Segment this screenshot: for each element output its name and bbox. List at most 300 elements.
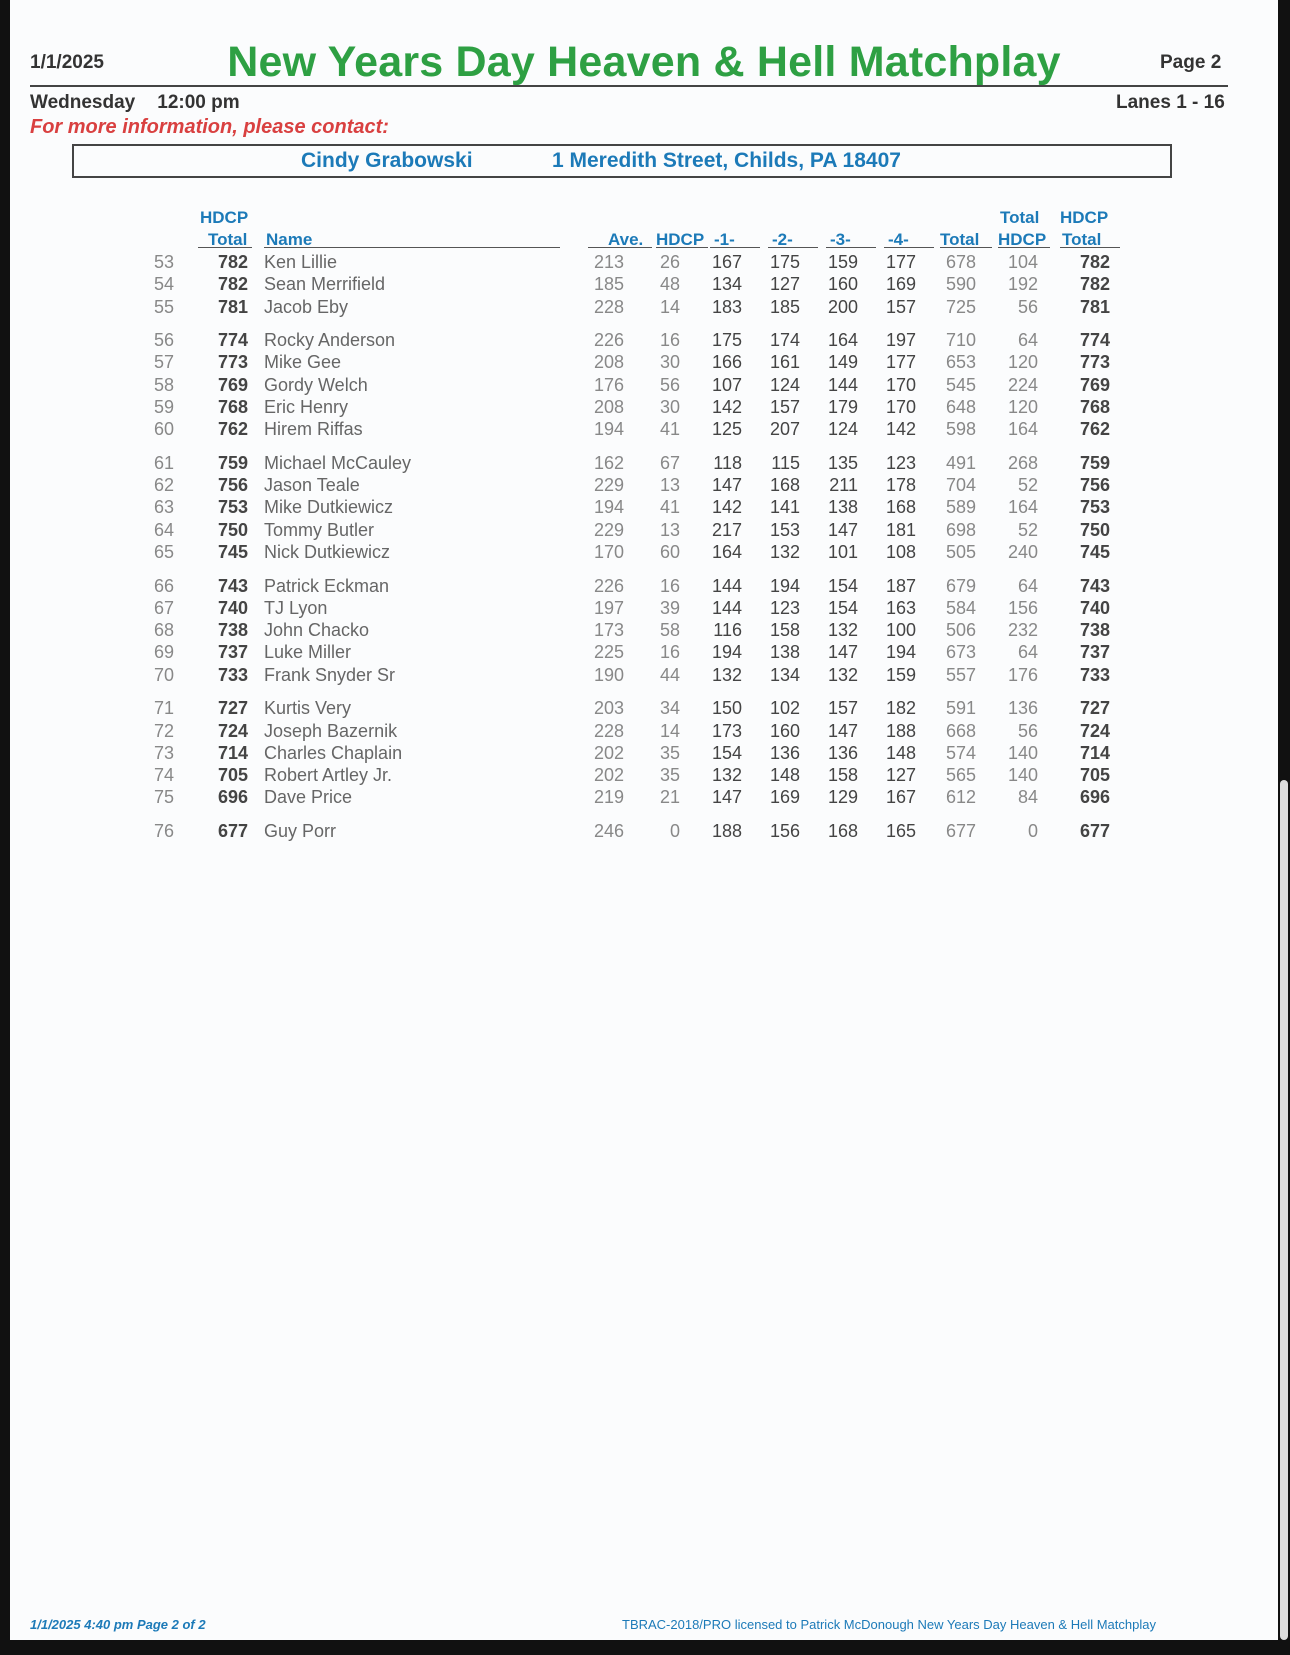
hdcp-total-cell: 750 (217, 519, 248, 540)
rank-cell: 59 (153, 397, 174, 417)
average-cell: 202 (593, 742, 624, 763)
game-3-cell: 157 (827, 698, 858, 719)
bowler-name-cell: Frank Snyder Sr (264, 664, 396, 685)
game-1-cell: 134 (711, 274, 742, 295)
handicap-total-cell: 724 (1079, 720, 1110, 741)
rank-cell: 60 (153, 419, 174, 440)
scratch-total-cell: 678 (945, 252, 976, 272)
table-row (10, 743, 1278, 765)
rank-cell: 70 (153, 664, 174, 685)
col-game-3: -3- (830, 230, 851, 249)
hdcp-total-cell: 696 (217, 787, 248, 808)
bowler-name-cell: Hirem Riffas (264, 419, 363, 440)
game-4-cell: 182 (885, 698, 916, 719)
hdcp-total-cell: 782 (217, 274, 248, 295)
average-cell: 208 (593, 397, 624, 417)
rank-cell: 65 (153, 542, 174, 562)
handicap-cell: 30 (659, 397, 680, 417)
col-hdcp-total2-bottom: Total (1062, 230, 1102, 249)
handicap-cell: 30 (659, 352, 680, 373)
game-3-cell: 159 (827, 252, 858, 272)
handicap-total-cell: 733 (1079, 664, 1110, 685)
game-3-cell: 132 (827, 620, 858, 641)
scratch-total-cell: 668 (945, 720, 976, 741)
game-4-cell: 170 (885, 397, 916, 417)
hdcp-total-cell: 759 (217, 452, 248, 473)
average-cell: 225 (593, 642, 624, 663)
table-row (10, 620, 1278, 642)
col-underline (1060, 247, 1120, 248)
scratch-total-cell: 591 (945, 698, 976, 719)
average-cell: 194 (593, 497, 624, 518)
table-row (10, 520, 1278, 542)
game-3-cell: 147 (827, 642, 858, 663)
game-2-cell: 157 (769, 397, 800, 417)
handicap-cell: 58 (659, 620, 680, 641)
col-underline (826, 247, 876, 248)
game-1-cell: 150 (711, 698, 742, 719)
rank-cell: 66 (153, 575, 174, 596)
game-4-cell: 163 (885, 597, 916, 618)
handicap-total-cell: 738 (1079, 620, 1110, 641)
table-row (10, 721, 1278, 743)
bowler-name-cell: Patrick Eckman (264, 575, 390, 596)
game-2-cell: 175 (769, 252, 800, 272)
handicap-total-cell: 677 (1079, 820, 1110, 841)
col-hdcp: HDCP (656, 230, 705, 249)
game-1-cell: 217 (711, 519, 742, 540)
game-2-cell: 169 (769, 787, 800, 808)
game-3-cell: 179 (827, 397, 858, 417)
total-handicap-cell: 120 (1007, 352, 1038, 373)
game-2-cell: 158 (769, 620, 800, 641)
game-4-cell: 167 (885, 787, 916, 808)
game-1-cell: 144 (711, 597, 742, 618)
table-row (10, 252, 1278, 274)
average-cell: 185 (593, 274, 624, 295)
total-handicap-cell: 268 (1007, 452, 1038, 473)
hdcp-total-cell: 677 (217, 820, 248, 841)
total-handicap-cell: 56 (1017, 296, 1038, 317)
bowler-name-cell: Rocky Anderson (264, 330, 396, 351)
bowler-name-cell: Nick Dutkiewicz (264, 542, 391, 562)
scratch-total-cell: 648 (945, 397, 976, 417)
rank-cell: 58 (153, 374, 174, 395)
handicap-cell: 14 (659, 720, 680, 741)
scratch-total-cell: 590 (945, 274, 976, 295)
average-cell: 228 (593, 296, 624, 317)
handicap-total-cell: 714 (1079, 742, 1110, 763)
hdcp-total-cell: 737 (217, 642, 248, 663)
game-3-cell: 135 (827, 452, 858, 473)
bowler-name-cell: Kurtis Very (264, 698, 352, 719)
scratch-total-cell: 612 (945, 787, 976, 808)
handicap-total-cell: 773 (1079, 352, 1110, 373)
game-1-cell: 125 (711, 419, 742, 440)
bowler-name-cell: Sean Merrifield (264, 274, 386, 295)
game-2-cell: 123 (769, 597, 800, 618)
scrollbar-thumb[interactable] (1280, 780, 1288, 1640)
col-underline (768, 247, 818, 248)
col-underline (710, 247, 760, 248)
game-4-cell: 178 (885, 475, 916, 496)
rank-cell: 73 (153, 742, 174, 763)
total-handicap-cell: 84 (1017, 787, 1038, 808)
total-handicap-cell: 224 (1007, 374, 1038, 395)
table-row (10, 475, 1278, 497)
handicap-cell: 35 (659, 765, 680, 786)
lanes: Lanes 1 - 16 (1116, 92, 1225, 113)
game-1-cell: 167 (711, 252, 742, 272)
hdcp-total-cell: 756 (217, 475, 248, 496)
average-cell: 176 (593, 374, 624, 395)
total-handicap-cell: 64 (1017, 575, 1038, 596)
total-handicap-cell: 120 (1007, 397, 1038, 417)
game-2-cell: 115 (771, 452, 800, 473)
scratch-total-cell: 704 (945, 475, 976, 496)
total-handicap-cell: 192 (1007, 274, 1038, 295)
game-2-cell: 153 (769, 519, 800, 540)
bowler-name-cell: Mike Gee (264, 352, 342, 373)
col-total-hdcp-top: Total (1000, 208, 1040, 227)
total-handicap-cell: 64 (1017, 642, 1038, 663)
handicap-cell: 60 (659, 542, 680, 562)
game-2-cell: 102 (769, 698, 800, 719)
rank-cell: 63 (153, 497, 174, 518)
game-2-cell: 161 (769, 352, 800, 373)
game-1-cell: 175 (711, 330, 742, 351)
game-1-cell: 107 (711, 374, 742, 395)
bowler-name-cell: Joseph Bazernik (264, 720, 398, 741)
game-2-cell: 185 (769, 296, 800, 317)
average-cell: 228 (593, 720, 624, 741)
game-1-cell: 118 (713, 452, 742, 473)
table-row (10, 765, 1278, 787)
time: 12:00 pm (157, 92, 240, 113)
col-underline (264, 247, 560, 248)
col-hdcp-total-top: HDCP (200, 208, 249, 227)
handicap-total-cell: 774 (1079, 330, 1110, 351)
col-total-hdcp-bottom: HDCP (998, 230, 1047, 249)
scratch-total-cell: 677 (945, 820, 976, 841)
hdcp-total-cell: 724 (217, 720, 248, 741)
bowler-name-cell: Michael McCauley (264, 452, 412, 473)
scratch-total-cell: 725 (945, 296, 976, 317)
total-handicap-cell: 56 (1017, 720, 1038, 741)
average-cell: 190 (593, 664, 624, 685)
bowler-name-cell: Jason Teale (264, 475, 360, 496)
rank-cell: 75 (153, 787, 174, 808)
game-2-cell: 127 (769, 274, 800, 295)
header-rule (30, 85, 1228, 87)
table-row (10, 821, 1278, 843)
hdcp-total-cell: 705 (217, 765, 248, 786)
rank-cell: 74 (153, 765, 174, 786)
total-handicap-cell: 136 (1007, 698, 1038, 719)
game-1-cell: 144 (711, 575, 742, 596)
table-row (10, 419, 1278, 441)
total-handicap-cell: 176 (1007, 664, 1038, 685)
total-handicap-cell: 164 (1007, 419, 1038, 440)
game-2-cell: 134 (769, 664, 800, 685)
rank-cell: 76 (153, 820, 174, 841)
rank-cell: 54 (153, 274, 174, 295)
scratch-total-cell: 545 (945, 374, 976, 395)
handicap-cell: 41 (659, 419, 680, 440)
bowler-name-cell: Tommy Butler (264, 519, 375, 540)
handicap-cell: 13 (659, 519, 680, 540)
hdcp-total-cell: 773 (217, 352, 248, 373)
game-4-cell: 170 (885, 374, 916, 395)
rank-cell: 53 (153, 252, 174, 272)
handicap-cell: 16 (659, 575, 680, 596)
handicap-cell: 41 (659, 497, 680, 518)
game-1-cell: 116 (713, 620, 742, 641)
game-1-cell: 154 (711, 742, 742, 763)
game-1-cell: 183 (711, 296, 742, 317)
scratch-total-cell: 557 (945, 664, 976, 685)
game-3-cell: 160 (827, 274, 858, 295)
game-2-cell: 124 (769, 374, 800, 395)
bowler-name-cell: TJ Lyon (264, 597, 328, 618)
col-total: Total (940, 230, 980, 249)
game-2-cell: 141 (769, 497, 800, 518)
col-underline (998, 247, 1050, 248)
average-cell: 246 (593, 820, 624, 841)
game-1-cell: 132 (711, 664, 742, 685)
game-2-cell: 174 (769, 330, 800, 351)
handicap-cell: 21 (659, 787, 680, 808)
scratch-total-cell: 491 (945, 452, 976, 473)
table-row (10, 330, 1278, 352)
game-2-cell: 207 (769, 419, 800, 440)
col-underline (884, 247, 934, 248)
average-cell: 170 (593, 542, 624, 562)
rank-cell: 68 (153, 620, 174, 641)
game-3-cell: 132 (827, 664, 858, 685)
game-1-cell: 147 (711, 475, 742, 496)
table-row (10, 397, 1278, 419)
average-cell: 213 (593, 252, 624, 272)
report-date: 1/1/2025 (30, 52, 104, 73)
contact-address: 1 Meredith Street, Childs, PA 18407 (552, 149, 901, 172)
handicap-total-cell: 705 (1079, 765, 1110, 786)
bowler-name-cell: Guy Porr (264, 820, 337, 841)
rank-cell: 71 (153, 698, 174, 719)
table-row (10, 497, 1278, 519)
handicap-total-cell: 753 (1079, 497, 1110, 518)
scratch-total-cell: 506 (945, 620, 976, 641)
scratch-total-cell: 565 (945, 765, 976, 786)
handicap-cell: 26 (659, 252, 680, 272)
total-handicap-cell: 64 (1017, 330, 1038, 351)
handicap-total-cell: 781 (1079, 296, 1110, 317)
game-3-cell: 149 (827, 352, 858, 373)
game-2-cell: 132 (769, 542, 800, 562)
hdcp-total-cell: 762 (217, 419, 248, 440)
game-3-cell: 154 (827, 575, 858, 596)
contact-prompt: For more information, please contact: (30, 116, 389, 138)
document-page (10, 0, 1278, 1640)
total-handicap-cell: 140 (1007, 765, 1038, 786)
bowler-name-cell: Mike Dutkiewicz (264, 497, 394, 518)
game-1-cell: 147 (711, 787, 742, 808)
game-1-cell: 173 (711, 720, 742, 741)
game-4-cell: 177 (885, 352, 916, 373)
handicap-cell: 67 (659, 452, 680, 473)
game-1-cell: 166 (711, 352, 742, 373)
handicap-cell: 39 (659, 597, 680, 618)
contact-name: Cindy Grabowski (301, 149, 473, 172)
game-4-cell: 142 (885, 419, 916, 440)
hdcp-total-cell: 774 (217, 330, 248, 351)
handicap-total-cell: 737 (1079, 642, 1110, 663)
total-handicap-cell: 232 (1007, 620, 1038, 641)
rank-cell: 69 (153, 642, 174, 663)
table-row (10, 352, 1278, 374)
page-number: Page 2 (1160, 52, 1222, 73)
game-2-cell: 160 (769, 720, 800, 741)
bowler-name-cell: Ken Lillie (264, 252, 338, 272)
game-3-cell: 200 (827, 296, 858, 317)
game-4-cell: 188 (885, 720, 916, 741)
total-handicap-cell: 240 (1007, 542, 1038, 562)
table-row (10, 274, 1278, 296)
handicap-cell: 0 (669, 820, 680, 841)
game-4-cell: 197 (885, 330, 916, 351)
rank-cell: 57 (153, 352, 174, 373)
game-4-cell: 123 (885, 452, 916, 473)
game-4-cell: 159 (885, 664, 916, 685)
total-handicap-cell: 52 (1017, 475, 1038, 496)
game-4-cell: 168 (885, 497, 916, 518)
bowler-name-cell: Dave Price (264, 787, 353, 808)
game-3-cell: 136 (827, 742, 858, 763)
bowler-name-cell: Eric Henry (264, 397, 349, 417)
game-1-cell: 132 (711, 765, 742, 786)
scratch-total-cell: 505 (945, 542, 976, 562)
average-cell: 226 (593, 575, 624, 596)
handicap-cell: 16 (659, 330, 680, 351)
footer-timestamp: 1/1/2025 4:40 pm Page 2 of 2 (30, 1617, 206, 1632)
handicap-cell: 16 (659, 642, 680, 663)
game-4-cell: 187 (885, 575, 916, 596)
game-2-cell: 138 (769, 642, 800, 663)
game-4-cell: 194 (885, 642, 916, 663)
scratch-total-cell: 698 (945, 519, 976, 540)
day-time (30, 92, 262, 114)
game-3-cell: 147 (827, 519, 858, 540)
game-3-cell: 164 (827, 330, 858, 351)
rank-cell: 72 (153, 720, 174, 741)
table-row (10, 542, 1278, 564)
report-title: New Years Day Heaven & Hell Matchplay (227, 38, 1061, 86)
average-cell: 229 (593, 519, 624, 540)
average-cell: 202 (593, 765, 624, 786)
col-underline (656, 247, 708, 248)
total-handicap-cell: 164 (1007, 497, 1038, 518)
average-cell: 194 (593, 419, 624, 440)
bowler-name-cell: Robert Artley Jr. (264, 765, 393, 786)
game-4-cell: 148 (885, 742, 916, 763)
game-4-cell: 181 (885, 519, 916, 540)
hdcp-total-cell: 733 (217, 664, 248, 685)
table-row (10, 665, 1278, 687)
scratch-total-cell: 589 (945, 497, 976, 518)
rank-cell: 62 (153, 475, 174, 496)
game-4-cell: 157 (885, 296, 916, 317)
col-game-4: -4- (888, 230, 909, 249)
game-4-cell: 127 (885, 765, 916, 786)
col-hdcp-total-bottom: Total (208, 230, 248, 249)
game-3-cell: 101 (827, 542, 858, 562)
total-handicap-cell: 52 (1017, 519, 1038, 540)
total-handicap-cell: 104 (1007, 252, 1038, 272)
game-4-cell: 100 (885, 620, 916, 641)
handicap-total-cell: 782 (1079, 252, 1110, 272)
game-3-cell: 124 (827, 419, 858, 440)
hdcp-total-cell: 727 (217, 698, 248, 719)
game-4-cell: 169 (885, 274, 916, 295)
scratch-total-cell: 673 (945, 642, 976, 663)
scratch-total-cell: 710 (945, 330, 976, 351)
bowler-name-cell: Charles Chaplain (264, 742, 403, 763)
game-1-cell: 142 (711, 497, 742, 518)
handicap-cell: 35 (659, 742, 680, 763)
hdcp-total-cell: 782 (217, 252, 248, 272)
table-row (10, 787, 1278, 809)
total-handicap-cell: 140 (1007, 742, 1038, 763)
handicap-total-cell: 759 (1079, 452, 1110, 473)
average-cell: 219 (593, 787, 624, 808)
scratch-total-cell: 574 (945, 742, 976, 763)
total-handicap-cell: 0 (1027, 820, 1038, 841)
bowler-name-cell: John Chacko (264, 620, 370, 641)
average-cell: 229 (593, 475, 624, 496)
col-underline (940, 247, 992, 248)
table-row (10, 642, 1278, 664)
col-underline (198, 247, 252, 248)
rank-cell: 64 (153, 519, 174, 540)
scratch-total-cell: 679 (945, 575, 976, 596)
game-3-cell: 144 (827, 374, 858, 395)
handicap-total-cell: 782 (1079, 274, 1110, 295)
game-4-cell: 165 (885, 820, 916, 841)
table-row (10, 375, 1278, 397)
game-1-cell: 164 (711, 542, 742, 562)
handicap-total-cell: 743 (1079, 575, 1110, 596)
handicap-total-cell: 696 (1079, 787, 1110, 808)
game-3-cell: 154 (827, 597, 858, 618)
handicap-total-cell: 769 (1079, 374, 1110, 395)
game-3-cell: 129 (827, 787, 858, 808)
game-3-cell: 168 (827, 820, 858, 841)
scratch-total-cell: 584 (945, 597, 976, 618)
average-cell: 208 (593, 352, 624, 373)
footer-license: TBRAC-2018/PRO licensed to Patrick McDonough New Years Day Heaven & Hell Matchplay (622, 1617, 1156, 1632)
handicap-total-cell: 768 (1079, 397, 1110, 417)
col-ave: Ave. (608, 230, 644, 249)
game-3-cell: 147 (827, 720, 858, 741)
table-row (10, 598, 1278, 620)
average-cell: 203 (593, 698, 624, 719)
game-2-cell: 156 (769, 820, 800, 841)
table-row (10, 453, 1278, 475)
col-underline (588, 247, 652, 248)
hdcp-total-cell: 769 (217, 374, 248, 395)
game-2-cell: 136 (769, 742, 800, 763)
hdcp-total-cell: 753 (217, 497, 248, 518)
